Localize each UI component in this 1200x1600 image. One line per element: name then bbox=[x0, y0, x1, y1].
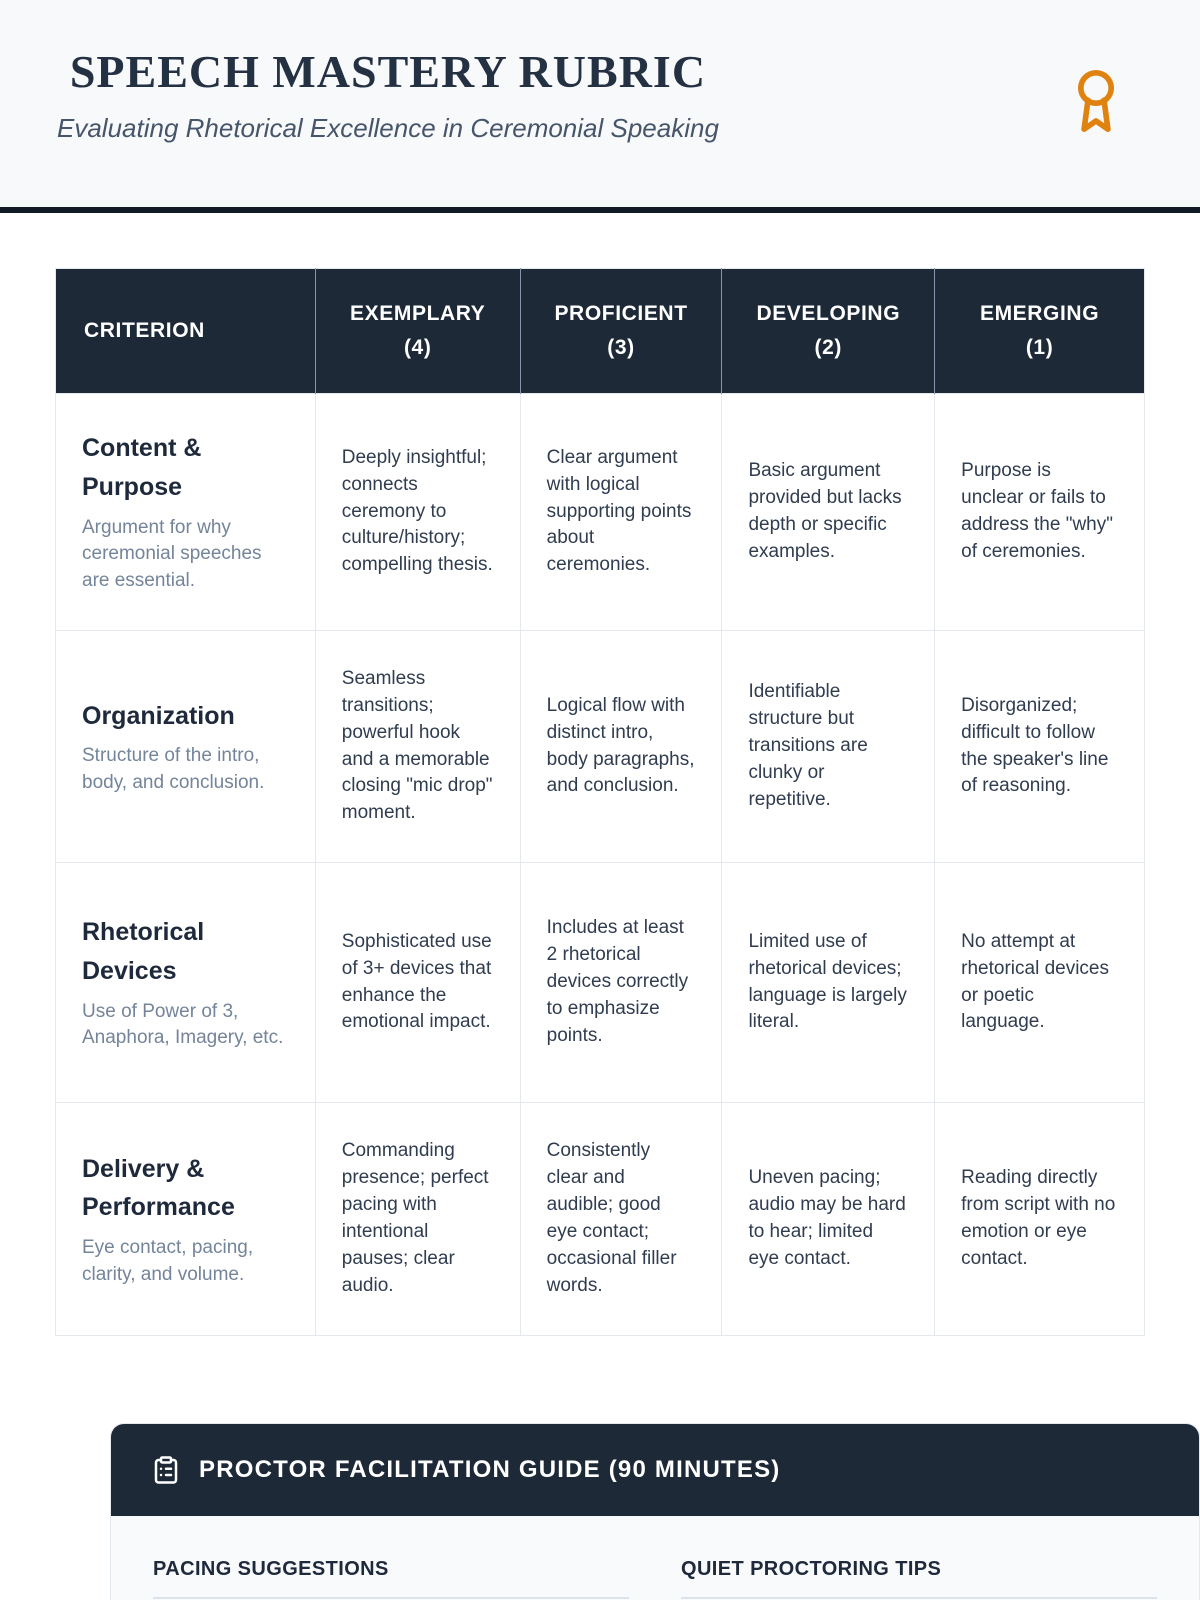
section-heading-tips: QUIET PROCTORING TIPS bbox=[681, 1558, 942, 1580]
criterion-title: Rhetorical Devices bbox=[82, 918, 205, 985]
level-cell-developing: Limited use of rhetorical devices; language is largely literal. bbox=[722, 863, 935, 1103]
header-text-block bbox=[57, 46, 719, 144]
column-header-developing: DEVELOPING (2) bbox=[722, 269, 935, 394]
page-header bbox=[0, 0, 1200, 213]
criterion-description: Argument for why ceremonial speeches are essential. bbox=[82, 516, 262, 592]
level-cell-developing: Basic argument provided but lacks depth or specific examples. bbox=[722, 394, 935, 631]
clipboard-list-icon bbox=[151, 1455, 181, 1485]
criterion-cell bbox=[56, 631, 316, 863]
criterion-cell bbox=[56, 394, 316, 631]
level-cell-exemplary: Seamless transitions; powerful hook and a memorable closing "mic drop" moment. bbox=[315, 631, 520, 863]
proctor-guide-header bbox=[111, 1424, 1199, 1516]
criterion-description: Eye contact, pacing, clarity, and volume. bbox=[82, 1237, 254, 1285]
quiet-proctoring-tips-section bbox=[681, 1558, 1157, 1599]
level-cell-developing: Identifiable structure but transitions are clunky or repetitive. bbox=[722, 631, 935, 863]
award-ribbon-icon bbox=[1070, 66, 1122, 136]
rubric-table-header bbox=[56, 269, 1145, 394]
column-header-criterion: CRITERION bbox=[56, 269, 316, 394]
page-title: SPEECH MASTERY RUBRIC bbox=[69, 46, 707, 97]
level-cell-developing: Uneven pacing; audio may be hard to hear; limited eye contact. bbox=[722, 1103, 935, 1336]
criterion-cell bbox=[56, 1103, 316, 1336]
column-header-exemplary: EXEMPLARY (4) bbox=[315, 269, 520, 394]
proctor-guide-title: PROCTOR FACILITATION GUIDE (90 MINUTES) bbox=[199, 1456, 781, 1483]
page-subtitle: Evaluating Rhetorical Excellence in Ceremonial Speaking bbox=[57, 112, 719, 143]
main-content bbox=[0, 213, 1200, 1600]
section-heading-pacing: PACING SUGGESTIONS bbox=[153, 1558, 389, 1580]
rubric-table bbox=[55, 268, 1145, 1336]
column-header-proficient: PROFICIENT (3) bbox=[520, 269, 722, 394]
level-cell-emerging: Reading directly from script with no emotion or eye contact. bbox=[935, 1103, 1145, 1336]
criterion-description: Structure of the intro, body, and conclusion. bbox=[82, 745, 265, 793]
criterion-title: Delivery & Performance bbox=[82, 1154, 235, 1222]
proctor-guide-card bbox=[110, 1423, 1200, 1600]
level-cell-emerging: No attempt at rhetorical devices or poetic language. bbox=[935, 863, 1145, 1103]
table-row bbox=[56, 631, 1145, 863]
column-header-emerging: EMERGING (1) bbox=[935, 269, 1145, 394]
table-row bbox=[56, 394, 1145, 631]
level-cell-exemplary: Commanding presence; perfect pacing with intentional pauses; clear audio. bbox=[315, 1103, 520, 1336]
table-row bbox=[56, 863, 1145, 1103]
section-divider bbox=[681, 1597, 1157, 1599]
criterion-title: Content & Purpose bbox=[82, 434, 202, 502]
level-cell-exemplary: Sophisticated use of 3+ devices that enhance the emotional impact. bbox=[315, 863, 520, 1103]
level-cell-exemplary: Deeply insightful; connects ceremony to culture/history; compelling thesis. bbox=[315, 394, 520, 631]
proctor-guide-body bbox=[111, 1516, 1199, 1600]
level-cell-emerging: Disorganized; difficult to follow the speaker's line of reasoning. bbox=[935, 631, 1145, 863]
level-cell-proficient: Includes at least 2 rhetorical devices correctly to emphasize points. bbox=[520, 863, 722, 1103]
level-cell-proficient: Clear argument with logical supporting points about ceremonies. bbox=[520, 394, 722, 631]
section-divider bbox=[153, 1597, 629, 1599]
criterion-cell bbox=[56, 863, 316, 1103]
level-cell-emerging: Purpose is unclear or fails to address the "why" of ceremonies. bbox=[935, 394, 1145, 631]
pacing-suggestions-section bbox=[153, 1558, 629, 1599]
table-row bbox=[56, 1103, 1145, 1336]
criterion-title: Organization bbox=[82, 701, 235, 730]
criterion-description: Use of Power of 3, Anaphora, Imagery, etc. bbox=[82, 1000, 284, 1049]
level-cell-proficient: Logical flow with distinct intro, body paragraphs, and conclusion. bbox=[520, 631, 722, 863]
level-cell-proficient: Consistently clear and audible; good eye contact; occasional filler words. bbox=[520, 1103, 722, 1336]
